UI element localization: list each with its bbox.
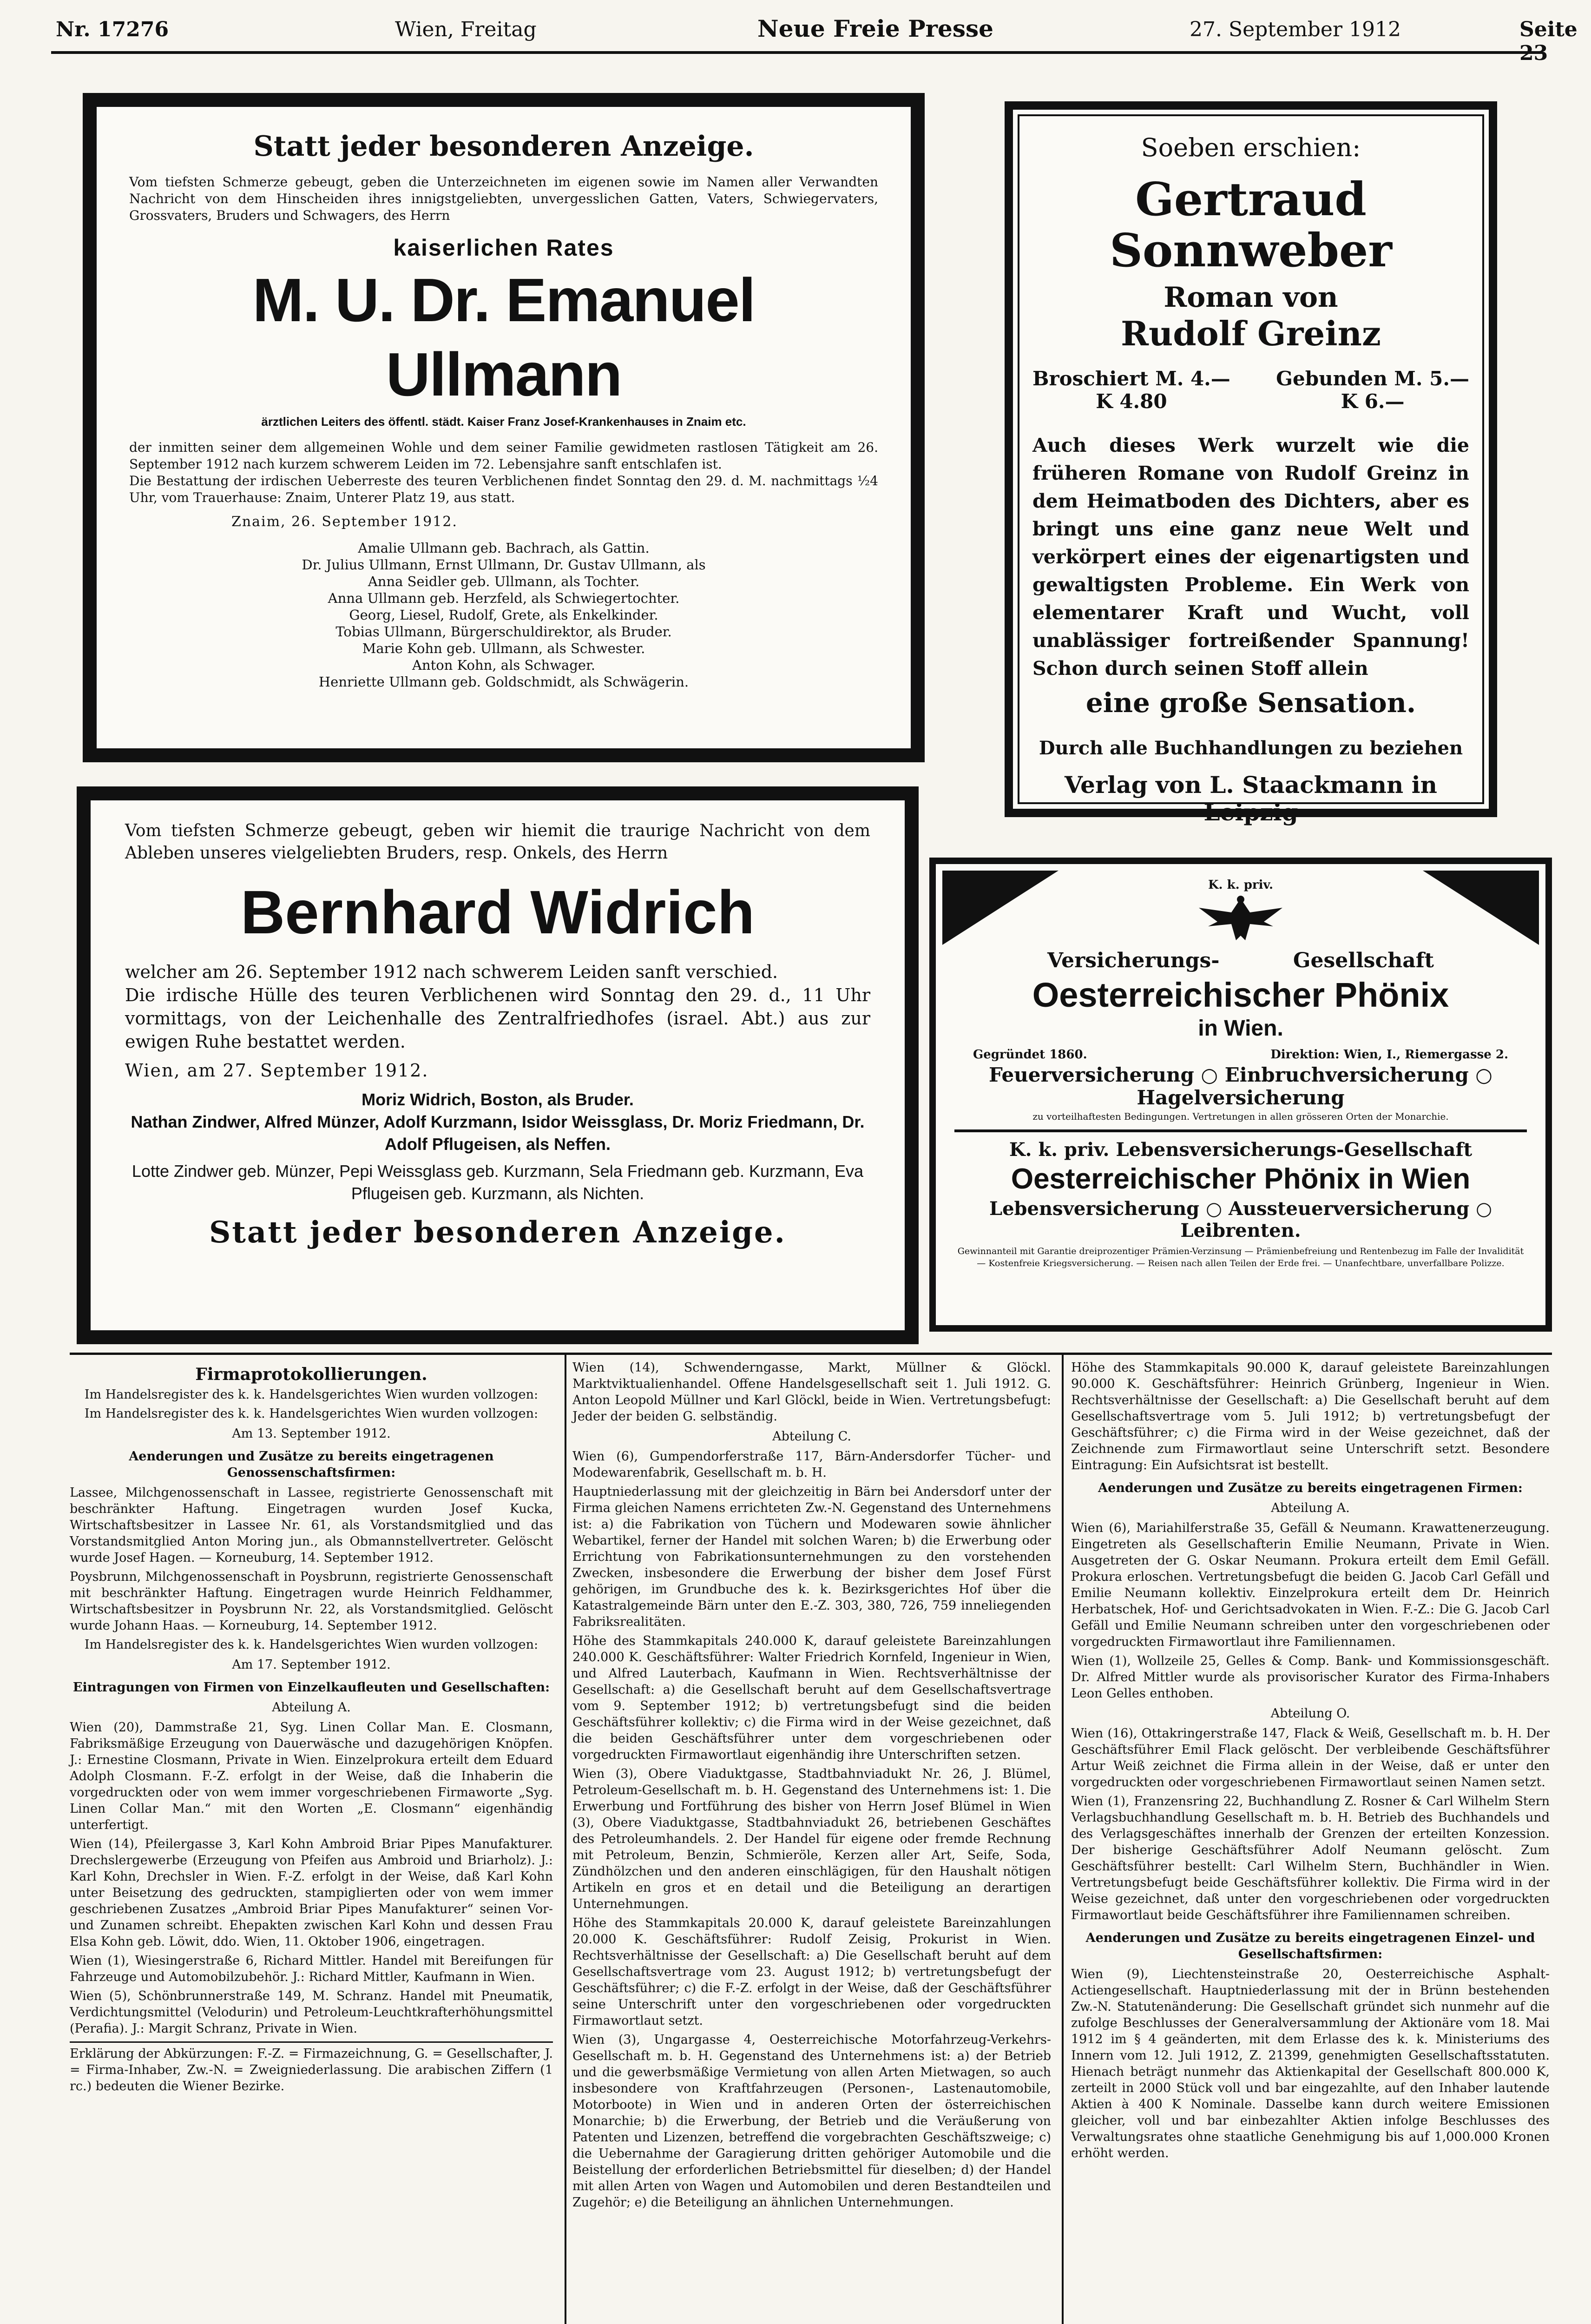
mourner-line: Tobias Ullmann, Bürgerschuldirektor, als Bruder. xyxy=(335,624,672,640)
date-heading: Am 17. September 1912. xyxy=(232,1657,391,1672)
mourner-line: Marie Kohn geb. Ullmann, als Schwester. xyxy=(362,640,645,656)
subsection-heading: Aenderungen und Zusätze zu bereits eingetragenen Genossenschaftsfirmen: xyxy=(129,1449,494,1480)
page-number: Seite 23 xyxy=(1519,18,1578,65)
subsection-heading: Aenderungen und Zusätze zu bereits eingetragenen Einzel- und Gesellschaftsfirmen: xyxy=(1085,1931,1535,1961)
mourner-line: Amalie Ullmann geb. Bachrach, als Gattin. xyxy=(358,540,650,556)
column-divider xyxy=(1062,1355,1064,2324)
obituary-text-1: der inmitten seiner dem allgemeinen Wohle und dem seiner Familie gewidmeten rastlosen Tätigkeit am 26. September 1912 nach kurzem schwerem Leiden im 72. Lebensjahre sanft entschlafen ist. xyxy=(129,440,878,472)
phoenix-priv: K. k. priv. xyxy=(1208,878,1274,892)
department-heading: Abteilung O. xyxy=(1270,1706,1350,1721)
register-entry: Poysbrunn, Milchgenossenschaft in Poysbrunn, registrierte Genossenschaft mit beschränkter Haftung. Eingetragen wurde Heinrich Feldhammer, Wirtschaftsbesitzer in Poysbrunn Nr. 22, als Vorstandsmitglied. Gelöscht wurde Johann Haas. — Korneuburg, 14. September 1912. xyxy=(70,1570,553,1633)
register-entry-detail: Höhe des Stammkapitals 240.000 K, darauf geleistete Bareinzahlungen 240.000 K. Geschäftsführer: Walter Friedrich Kornfeld, Ingenieur in Wien, und Alfred Lauterbach, Kaufmann in Wien. Rechtsverhältnisse der Gesellschaft: a) die Gesellschaft beruht auf dem Gesellschaftsvertrage vom 9. September 1912; b) vertretungsbefugt sind die beiden Geschäftsführer kollektiv; c) die Firma wird in der Weise gezeichnet, daß die beiden Geschäftsführer unter dem vorgeschriebenen oder vorgedruckten Firmawortlaut eigenhändig ihre Unterschriften setzen. xyxy=(572,1634,1051,1762)
register-entry: Wien (16), Ottakringerstraße 147, Flack & Weiß, Gesellschaft m. b. H. Der Geschäftsführer Emil Flack gelöscht. Der verbleibende Geschäftsführer Artur Weiß zeichnet die Firma allein in der Weise, daß er unter den vorgedruckten oder vorgeschriebenen Firmawortlaut seinen Namen setzt. xyxy=(1071,1726,1550,1789)
issue-date: 27. September 1912 xyxy=(1190,18,1401,41)
mourner-line: Henriette Ullmann geb. Goldschmidt, als Schwägerin. xyxy=(318,674,689,690)
ullmann-obituary xyxy=(83,93,925,762)
deceased-rank: kaiserlichen Rates xyxy=(393,235,614,261)
company-city: in Wien. xyxy=(1198,1016,1283,1041)
abbreviations-note: Erklärung der Abkürzungen: F.-Z. = Firmazeichnung, G. = Gesellschafter, J. = Firma-Inhaber, Zw.-N. = Zweigniederlassung. Die arabischen Ziffern (1 rc.) bedeuten die Wiener Bezirke. xyxy=(70,2047,553,2093)
obituary-place-date: Wien, am 27. September 1912. xyxy=(125,1060,429,1081)
register-note: Im Handelsregister des k. k. Handelsgerichtes Wien wurden vollzogen: xyxy=(84,1406,539,1421)
mourner-line: Lotte Zindwer geb. Münzer, Pepi Weissglass geb. Kurzmann, Sela Friedmann geb. Kurzmann, Eva Pflugeisen geb. Kurzmann, als Nichten. xyxy=(131,1162,864,1203)
price-gebunden-k: K 6.— xyxy=(1341,390,1405,413)
direction-address: Direktion: Wien, I., Riemergasse 2. xyxy=(1270,1048,1508,1062)
register-entry: Wien (6), Gumpendorferstraße 117, Bärn-Andersdorfer Tücher- und Modewarenfabrik, Gesellschaft m. b. H. xyxy=(572,1449,1051,1480)
company-word-1: Versicherungs- xyxy=(1047,949,1220,972)
mourner-line: Anton Kohn, als Schwager. xyxy=(412,657,595,673)
column-3 xyxy=(1071,1360,1550,2164)
column-1 xyxy=(70,1367,553,2097)
department-heading: Abteilung A. xyxy=(272,1700,351,1715)
mourner-list xyxy=(129,540,878,690)
mourner-line: Dr. Julius Ullmann, Ernst Ullmann, Dr. Gustav Ullmann, als xyxy=(302,557,706,573)
place-day: Wien, Freitag xyxy=(395,18,537,41)
deceased-role: ärztlichen Leiters des öffentl. städt. Kaiser Franz Josef-Krankenhauses in Znaim etc. xyxy=(261,415,746,429)
register-entry: Wien (14), Schwenderngasse, Markt, Müllner & Glöckl. Marktviktualienhandel. Offene Handelsgesellschaft seit 1. Juli 1912. G. Anton Leopold Müllner und Karl Glöckl, beide in Wien. Vertretungsbefugt: Jeder der beiden G. selbständig. xyxy=(572,1360,1051,1424)
company-word-2: Gesellschaft xyxy=(1293,949,1434,972)
department-heading: Abteilung A. xyxy=(1271,1501,1350,1515)
book-title: Gertraud Sonnweber xyxy=(1110,173,1392,277)
widrich-obituary xyxy=(77,786,919,1344)
obituary-intro: Vom tiefsten Schmerze gebeugt, geben wir hiemit die traurige Nachricht von dem Ableben unseres vielgeliebten Bruders, resp. Onkels, des Herrn xyxy=(125,821,870,863)
register-entry: Wien (1), Wollzeile 25, Gelles & Comp. Bank- und Kommissionsgeschäft. Dr. Alfred Mittler wurde als provisorischer Kurator des Firma-Inhabers Leon Gelles enthoben. xyxy=(1071,1654,1550,1701)
deceased-name: Bernhard Widrich xyxy=(240,878,755,946)
book-author: Rudolf Greinz xyxy=(1121,314,1381,353)
obituary-text-2: Die Bestattung der irdischen Ueberreste des teuren Verblichenen findet Sonntag den 29. d. M. nachmittags ½4 Uhr, vom Trauerhause: Znaim, Unterer Platz 19, aus statt. xyxy=(129,473,878,505)
price-broschiert: Broschiert M. 4.— xyxy=(1032,367,1230,390)
book-advertisement xyxy=(1005,101,1497,826)
date-heading: Am 13. September 1912. xyxy=(232,1426,391,1441)
section-title: Firmaprotokollierungen. xyxy=(195,1365,427,1384)
deceased-name: M. U. Dr. Emanuel Ullmann xyxy=(252,266,755,409)
subsection-heading: Aenderungen und Zusätze zu bereits eingetragenen Firmen: xyxy=(1098,1481,1523,1495)
newspaper-name: Neue Freie Presse xyxy=(757,15,993,42)
price-gebunden: Gebunden M. 5.— xyxy=(1276,367,1469,390)
column-divider xyxy=(565,1355,566,2324)
register-entry: Lassee, Milchgenossenschaft in Lassee, registrierte Genossenschaft mit beschränkter Haftung. Eingetragen wurden Josef Kucka, Wirtschaftsbesitzer in Lassee Nr. 61, als Vorstandsmitglied und das Vorstandsmitglied Anton Moring jun., als Obmannstellvertreter. Gelöscht wurde Josef Hagen. — Korneuburg, 14. September 1912. xyxy=(70,1486,553,1565)
book-sensation: eine große Sensation. xyxy=(1085,687,1416,719)
register-entry: Wien (6), Mariahilferstraße 35, Gefäll & Neumann. Krawattenerzeugung. Eingetreten als Gesellschafterin Emilie Neumann, Private in Wien. Ausgetreten der G. Oskar Neumann. Prokura erteilt dem Emil Gefäll. Prokura erloschen. Vertretungsbefugt die beiden G. Jacob Carl Gefäll und Emilie Neumann kollektiv. Einzelprokura erteilt dem Dr. Heinrich Herbatschek, Hof- und Gerichtsadvokaten in Wien. F.-Z.: Die G. Jacob Carl Gefäll und Emilie Neumann schreiben unter den vorgeschriebenen oder vorgedruckten Firmawortlaut ihre Familiennamen. xyxy=(1071,1521,1550,1649)
register-entry: Wien (1), Wiesingerstraße 6, Richard Mittler. Handel mit Bereifungen für Fahrzeuge und Automobilzubehör. J.: Richard Mittler, Kaufmann in Wien. xyxy=(70,1954,553,1984)
section-divider xyxy=(70,1353,1552,1355)
register-entry: Wien (5), Schönbrunnerstraße 149, M. Schranz. Handel mit Pneumatik, Verdichtungsmittel (Velodurin) und Petroleum-Leuchtkrafterhöhungsmittel (Perafia). J.: Margit Schranz, Private in Wien. xyxy=(70,1989,553,2036)
founded: Gegründet 1860. xyxy=(973,1048,1087,1062)
register-entry: Wien (1), Franzensring 22, Buchhandlung Z. Rosner & Carl Wilhelm Stern Verlagsbuchhandlung Gesellschaft m. b. H. Betrieb des Buchhandels und des Verlagsgeschäftes innerhalb der Grenzen der erteilten Konzession. Der bisherige Geschäftsführer Adolf Neumann gelöscht. Zum Geschäftsführer bestellt: Carl Wilhelm Stern, Buchhändler in Wien. Vertretungsbefugt beide Geschäftsführer kollektiv. Die Firma wird in der Weise gezeichnet, daß unter den vorgeschriebenen oder vorgedruckten Firmawortlaut beide Geschäftsführer ihre Familiennamen schreiben. xyxy=(1071,1794,1550,1922)
obituary-place-date: Znaim, 26. September 1912. xyxy=(231,514,458,530)
register-note: Im Handelsregister des k. k. Handelsgerichtes Wien wurden vollzogen: xyxy=(84,1387,539,1402)
life-insurance-fine-print: Gewinnanteil mit Garantie dreiprozentiger Prämien-Verzinsung — Prämienbefreiung und Rentenbezug im Falle der Invalidität — Kostenfreie Kriegsversicherung. — Reisen nach allen Teilen der Erde frei. — Unanfechtbare, unverfallbare Polizze. xyxy=(957,1246,1524,1268)
mourner-line: Nathan Zindwer, Alfred Münzer, Adolf Kurzmann, Isidor Weissglass, Dr. Moriz Friedmann, Dr. Adolf Pflugeisen, als Neffen. xyxy=(131,1112,865,1154)
notice-footer: Statt jeder besonderen Anzeige. xyxy=(209,1215,786,1250)
register-entry: Wien (20), Dammstraße 21, Syg. Linen Collar Man. E. Closmann, Fabriksmäßige Erzeugung von Dauerwäsche und dazugehörigen Knöpfen. J.: Ernestine Closmann, Private in Wien. Einzelprokura erteilt dem Eduard Adolph Closmann. F.-Z. erfolgt in der Weise, daß die Inhaberin die vorgedruckten oder von wem immer vorgeschriebenen Firmaworte „Syg. Linen Collar Man.“ mit den Worten „E. Closmann“ eigenhändig unterfertigt. xyxy=(70,1720,553,1832)
book-description: Auch dieses Werk wurzelt wie die früheren Romane von Rudolf Greinz in dem Heimatboden des Dichters, aber es bringt uns eine ganz neue Welt und verkörpert eines der eigenartigsten und gewaltigsten Probleme. Ein Werk von elementarer Kraft und Wucht, voll unablässiger fortreißender Spannung! Schon durch seinen Stoff allein xyxy=(1032,434,1469,680)
life-company: K. k. priv. Lebensversicherungs-Gesellschaft xyxy=(1009,1139,1473,1161)
issue-number: Nr. 17276 xyxy=(56,18,169,41)
register-entry-detail: Hauptniederlassung mit der gleichzeitig in Bärn bei Andersdorf unter der Firma gleichen Namens errichteten Zw.-N. Gegenstand des Unternehmens ist: a) die Fabrikation von Tüchern und Modewaren sowie ähnlicher Webartikel, ferner der Handel mit solchen Waren; b) die Erwerbung oder Errichtung von Fabrikationsunternehmungen zu den vorstehenden Zwecken, insbesondere die Erwerbung der bisher dem Josef Fürst gehörigen, im Grundbuche des k. k. Bezirksgerichtes Hof über die Katastralgemeinde Bärn unter den E.-Z. 303, 380, 726, 759 inneliegenden Fabriksrealitäten. xyxy=(572,1485,1051,1629)
register-entry: Wien (3), Ungargasse 4, Oesterreichische Motorfahrzeug-Verkehrs-Gesellschaft m. b. H. Gegenstand des Unternehmens ist: a) der Betrieb und die gewerbsmäßige Vermietung von allen Arten Mietwagen, so auch insbesondere von Kraftfahrzeugen (Personen-, Lastenautomobile, Motorboote) in Wien und in anderen Orten der österreichischen Monarchie; b) die Erwerbung, der Betrieb und die Veräußerung von Patenten und Lizenzen, betreffend die vorgebrachten Geschäftszweige; c) die Uebernahme der Garagierung dritten gehöriger Automobile und die Beistellung der erforderlichen Betriebsmittel für dieselben; d) der Handel mit allen Arten von Wagen und Automobilen und deren Bestandteilen und Zugehör; e) die Beteiligung an ähnlichen Unternehmungen. xyxy=(572,2033,1051,2210)
register-note: Im Handelsregister des k. k. Handelsgerichtes Wien wurden vollzogen: xyxy=(84,1637,539,1652)
bookshops-note: Durch alle Buchhandlungen zu beziehen xyxy=(1039,737,1463,759)
obituary-text-1: welcher am 26. September 1912 nach schwerem Leiden sanft verschied. xyxy=(125,962,778,982)
department-heading: Abteilung C. xyxy=(772,1429,851,1444)
inner-border xyxy=(1018,114,1484,804)
register-entry-detail: Höhe des Stammkapitals 20.000 K, darauf geleistete Bareinzahlungen 20.000 K. Geschäftsführer: Rudolf Zeisig, Prokurist in Wien. Rechtsverhältnisse der Gesellschaft: a) Die Gesellschaft beruht auf dem Gesellschaftsvertrage vom 23. August 1912; b) vertretungsbefugt der Geschäftsführer; c) die F.-Z. erfolgt in der Weise, daß der Geschäftsführer seine Unterschrift unter den vorgeschriebenen oder vorgedruckten Firmawortlaut setzt. xyxy=(572,1916,1051,2028)
life-company-name: Oesterreichischer Phönix in Wien xyxy=(1011,1163,1471,1195)
price-broschiert-k: K 4.80 xyxy=(1096,390,1167,413)
mourner-line: Anna Seidler geb. Ullmann, als Tochter. xyxy=(368,574,640,589)
column-2 xyxy=(572,1360,1051,2213)
mourner-line: Anna Ullmann geb. Herzfeld, als Schwiegertochter. xyxy=(328,590,680,606)
book-subtitle: Roman von xyxy=(1164,281,1338,314)
life-insurance-types: Lebensversicherung ○ Aussteuerversicherung ○ Leibrenten. xyxy=(989,1198,1492,1241)
register-entry: Wien (14), Pfeilergasse 3, Karl Kohn Ambroid Briar Pipes Manufakturer. Drechslergewerbe (Erzeugung von Pfeifen aus Ambroid und Briarholz). J.: Karl Kohn, Drechsler in Wien. F.-Z. erfolgt in der Weise, daß Karl Kohn unter Beisetzung des gedruckten, stampiglierten oder von wem immer geschriebenen Zusatzes „Ambroid Briar Pipes Manufakturer“ seinen Vor- und Zunamen schreibt. Ehepakten zwischen Karl Kohn und dessen Frau Elsa Kohn geb. Löwit, ddo. Wien, 11. Oktober 1906, eingetragen. xyxy=(70,1837,553,1949)
phoenix-insurance-ad xyxy=(929,858,1552,1332)
page-header xyxy=(51,9,1578,65)
subsection-heading: Eintragungen von Firmen von Einzelkaufleuten und Gesellschaften: xyxy=(72,1680,550,1695)
mourner-line: Georg, Liesel, Rudolf, Grete, als Enkelkinder. xyxy=(349,607,658,623)
book-announce: Soeben erschien: xyxy=(1141,133,1361,162)
register-entry: Wien (9), Liechtensteinstraße 20, Oesterreichische Asphalt-Actiengesellschaft. Hauptniederlassung mit der in Brünn bestehenden Zw.-N. Statutenänderung: Die Gesellschaft gründet sich nunmehr auf die zufolge Beschlusses der Generalversammlung der Aktionäre vom 18. Mai 1912 im § 4 geänderten, mit dem Erlasse des k. k. Ministeriums des Innern vom 12. Juli 1912, Z. 21399, genehmigten Gesellschaftsstatuten. Hienach beträgt nunmehr das Aktienkapital der Gesellschaft 800.000 K, zerteilt in 2000 Stück voll und bar eingezahlte, auf den Inhaber lautende Aktien à 400 K Nominale. Dasselbe kann durch weitere Emissionen gleicher, voll und bar einbezahlter Aktien infolge Beschlusses des Verwaltungsrates ohne staatliche Genehmigung bis auf 1,000.000 Kronen erhöht werden. xyxy=(1071,1967,1550,2160)
publisher: Verlag von L. Staackmann in Leipzig xyxy=(1064,771,1438,826)
register-entry-detail: Höhe des Stammkapitals 90.000 K, darauf geleistete Bareinzahlungen 90.000 K. Geschäftsführer: Heinrich Grünberg, Ingenieur in Wien. Rechtsverhältnisse der Gesellschaft: a) Die Gesellschaft beruht auf dem Gesellschaftsvertrage vom 5. Juli 1912; b) vertretungsbefugt der Geschäftsführer; c) die Firma wird in der Weise gezeichnet, daß der Zeichnende zum Firmawortlaut seine Unterschrift setzt. Besondere Eintragung: Ein Aufsichtsrat ist bestellt. xyxy=(1071,1360,1550,1472)
company-name: Oesterreichischer Phönix xyxy=(1032,976,1449,1014)
insurance-types: Feuerversicherung ○ Einbruchversicherung ○ Hagelversicherung xyxy=(989,1063,1492,1109)
eagle-emblem-icon xyxy=(954,894,1527,947)
obituary-text-2: Die irdische Hülle des teuren Verblichenen wird Sonntag den 29. d., 11 Uhr vormittags, von der Leichenhalle des Zentralfriedhofes (israel. Abt.) aus zur ewigen Ruhe bestattet werden. xyxy=(125,985,870,1052)
insurance-conditions: zu vorteilhaftesten Bedingungen. Vertretungen in allen grösseren Orten der Monarchie. xyxy=(1032,1111,1449,1122)
mourner-line: Moriz Widrich, Boston, als Bruder. xyxy=(362,1090,634,1109)
register-entry: Wien (3), Obere Viaduktgasse, Stadtbahnviadukt Nr. 26, J. Blümel, Petroleum-Gesellschaft m. b. H. Gegenstand des Unternehmens ist: 1. Die Erwerbung und Fortführung des bisher von Herrn Josef Blümel in Wien (3), Obere Viaduktgasse, Stadtbahnviadukt 26, betriebenen Geschäftes des Petroleumhandels. 2. Der Handel für eigene oder fremde Rechnung mit Petroleum, Benzin, Schmieröle, Kerzen aller Art, Seife, Soda, Zündhölzchen und den anderen einschlägigen, für den Haushalt nötigen Artikeln en gros et en detail und die Beteiligung an derartigen Unternehmungen. xyxy=(572,1767,1051,1911)
obituary-intro: Vom tiefsten Schmerze gebeugt, geben die Unterzeichneten im eigenen sowie im Namen aller Verwandten Nachricht von dem Hinscheiden ihres innigstgeliebten, unvergesslichen Gatten, Vaters, Schwiegervaters, Grossvaters, Bruders und Schwagers, des Herrn xyxy=(129,174,878,223)
notice-title: Statt jeder besonderen Anzeige. xyxy=(253,130,754,163)
